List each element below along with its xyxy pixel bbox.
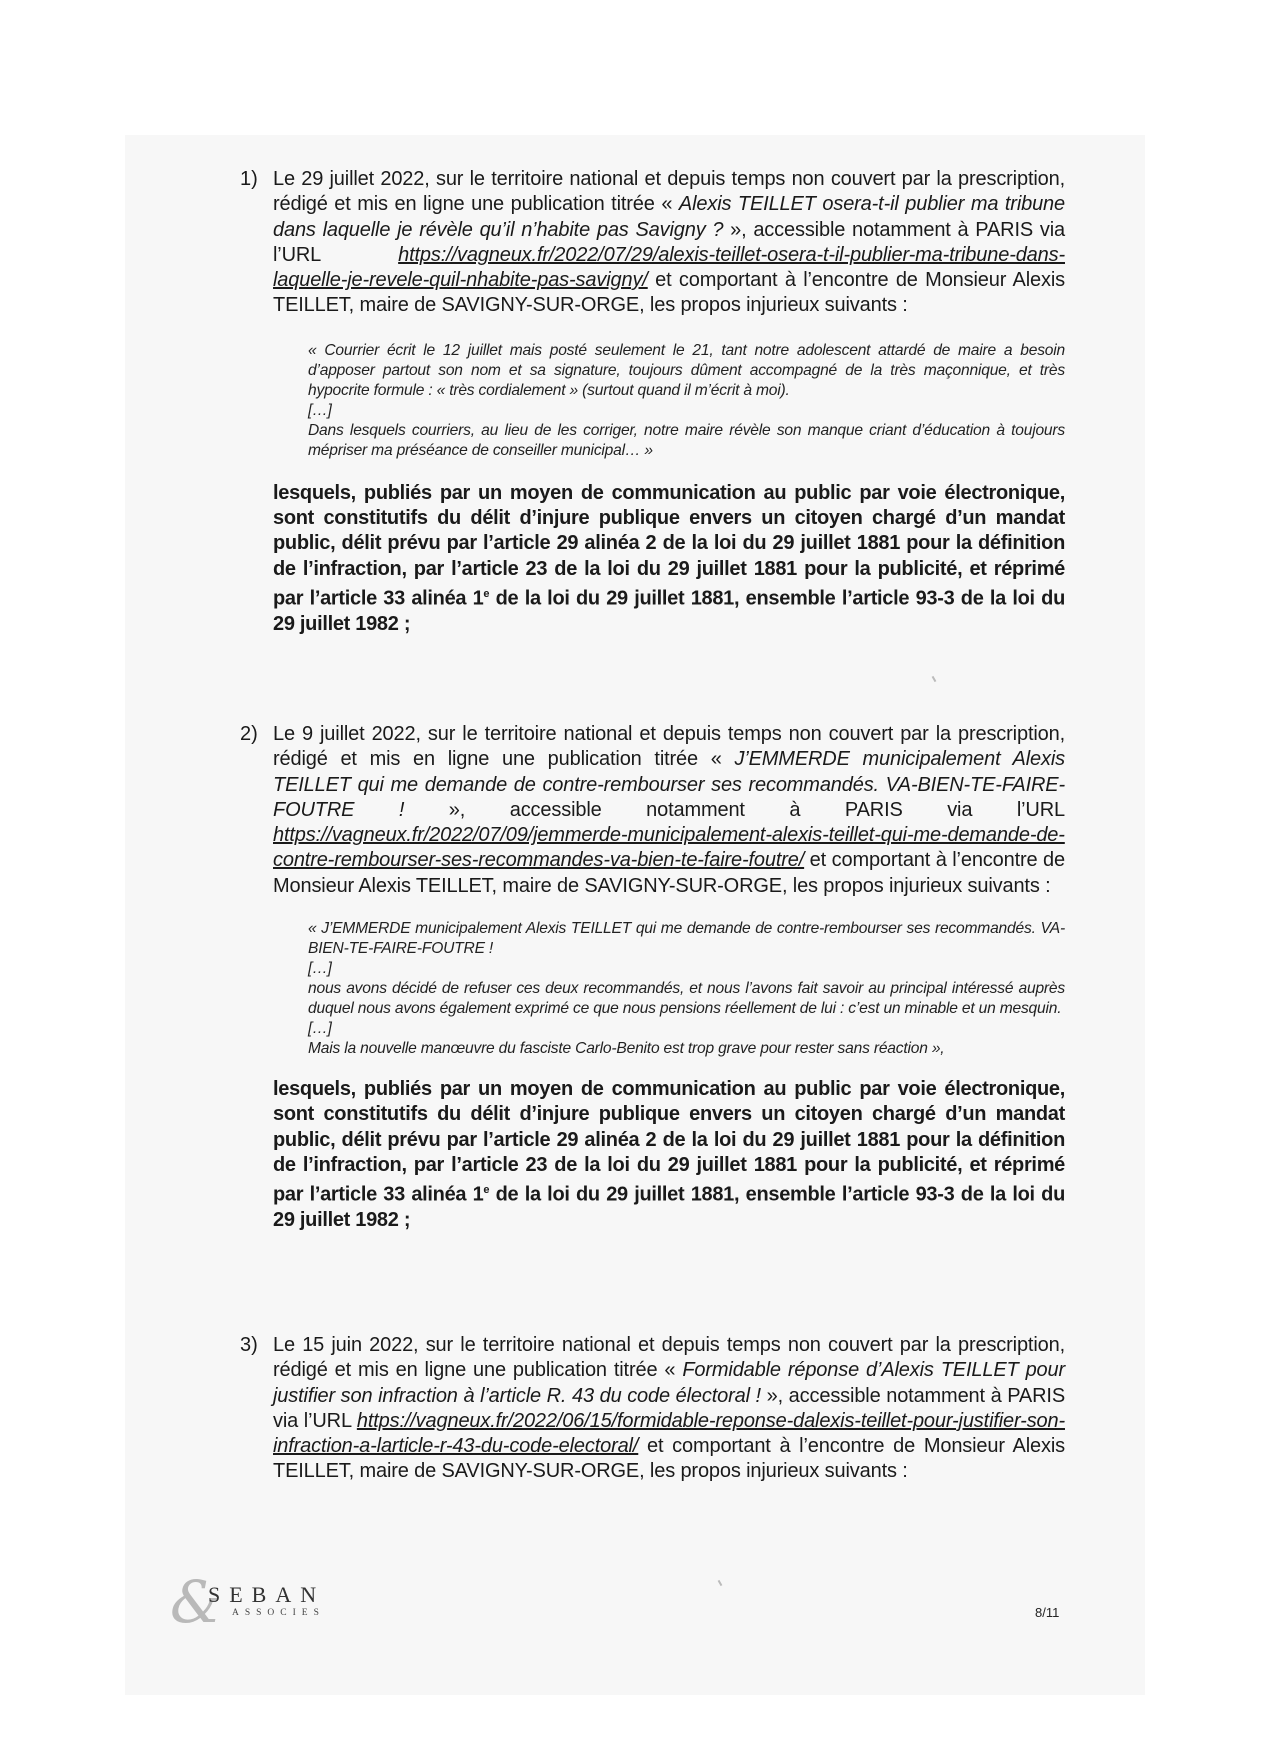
publication-url[interactable]: https://vagneux.fr/2022/07/29/alexis-teillet-osera-t-il-publier-ma-tribune-dans-laquelle-je-revele-quil-nhabite-pas-savigny/: [273, 243, 1065, 292]
item-number: 2): [240, 723, 258, 745]
logo-subtitle: ASSOCIES: [232, 1608, 325, 1618]
logo-name: SEBAN: [208, 1582, 326, 1607]
legal-qualification: [273, 481, 1065, 637]
ordinal-sup: e: [483, 1184, 490, 1197]
publication-url[interactable]: https://vagneux.fr/2022/07/09/jemmerde-municipalement-alexis-teillet-qui-me-demande-de-contre-rembourser-ses-recommandes-va-bien-te-faire-foutre/: [273, 824, 1065, 872]
charge-item-1: [240, 167, 1065, 637]
target-text: et comportant à l’encontre de Monsieur Alexis TEILLET, maire de SAVIGNY-SUR-ORGE, les propos injurieux suivants :: [273, 269, 1065, 317]
legal-text-end: de la loi du 29 juillet 1881, ensemble l’article 93-3 de la loi du 29 juillet 1982 ;: [273, 587, 1065, 635]
quoted-remarks: [308, 341, 1065, 461]
publication-title: Alexis TEILLET osera-t-il publier ma tribune dans laquelle je révèle qu’il n’habite pas Savigny ?: [273, 193, 1066, 241]
quote-ellipsis: […]: [308, 1020, 332, 1038]
accessibility-text: », accessible notamment à PARIS via l’URL: [273, 218, 1065, 266]
charge-description: [273, 167, 1065, 319]
charge-description: [273, 722, 1065, 899]
legal-text: lesquels, publiés par un moyen de communication au public par voie électronique, sont constitutifs du délit d’injure publique envers un citoyen chargé d’un mandat public, délit prévu par l’article 29 alinéa 2 de la loi du 29 juillet 1881 pour la définition de l’infraction, par l’article 23 de la loi du 29 juillet 1881 pour la publicité, et réprimé par l’article 33 alinéa 1: [273, 481, 1065, 610]
quote-paragraph: Dans lesquels courriers, au lieu de les corriger, notre maire révèle son manque criant d’éducation à toujours mépriser ma préséance de conseiller municipal… »: [308, 421, 1065, 459]
publication-url[interactable]: https://vagneux.fr/2022/06/15/formidable-reponse-dalexis-teillet-pour-justifier-son-infraction-a-larticle-r-43-du-code-electoral/: [273, 1409, 1065, 1458]
intro-text: Le 15 juin 2022, sur le territoire national et depuis temps non couvert par la prescription, rédigé et mis en ligne une publication titrée «: [273, 1334, 1065, 1382]
charge-item-3: [240, 1333, 1065, 1485]
target-text: et comportant à l’encontre de Monsieur Alexis TEILLET, maire de SAVIGNY-SUR-ORGE, les propos injurieux suivants :: [273, 1435, 1065, 1483]
scan-speck: [718, 1580, 723, 1586]
charge-description: [273, 1333, 1065, 1485]
publication-title: J’EMMERDE municipalement Alexis TEILLET qui me demande de contre-rembourser ses recommandés. VA-BIEN-TE-FAIRE-FOUTRE !: [273, 748, 1065, 821]
quote-paragraph: nous avons décidé de refuser ces deux recommandés, et nous l’avons fait savoir au principal intéressé auprès duquel nous avons également exprimé ce que nous pensions réellement de lui : c’est un minable et un mesquin.: [308, 980, 1065, 1018]
item-number: 3): [240, 1334, 258, 1356]
legal-qualification: [273, 1077, 1065, 1233]
intro-text: Le 9 juillet 2022, sur le territoire national et depuis temps non couvert par la prescription, rédigé et mis en ligne une publication titrée «: [273, 723, 1065, 771]
quote-paragraph: « Courrier écrit le 12 juillet mais posté seulement le 21, tant notre adolescent attardé de maire a besoin d’apposer partout son nom et sa signature, toujours dûment accompagné de la très maçonnique, et très hypocrite formule : « très cordialement » (surtout quand il m’écrit à moi).: [308, 341, 1065, 399]
ordinal-sup: e: [483, 587, 490, 600]
scan-speck: [932, 676, 937, 682]
accessibility-text: », accessible notamment à PARIS via l’URL: [273, 1384, 1066, 1432]
legal-text-end: de la loi du 29 juillet 1881, ensemble l’article 93-3 de la loi du 29 juillet 1982 ;: [273, 1183, 1065, 1232]
quote-paragraph: « J’EMMERDE municipalement Alexis TEILLET qui me demande de contre-rembourser ses recommandés. VA-BIEN-TE-FAIRE-FOUTRE !: [308, 920, 1065, 958]
quote-paragraph: Mais la nouvelle manœuvre du fasciste Carlo-Benito est trop grave pour rester sans réaction »,: [308, 1040, 945, 1058]
target-text: et comportant à l’encontre de Monsieur Alexis TEILLET, maire de SAVIGNY-SUR-ORGE, les propos injurieux suivants :: [273, 849, 1065, 897]
item-number: 1): [240, 168, 258, 190]
firm-logo: [170, 1568, 350, 1636]
publication-title: Formidable réponse d’Alexis TEILLET pour justifier son infraction à l’article R. 43 du code électoral !: [273, 1359, 1065, 1407]
intro-text: Le 29 juillet 2022, sur le territoire national et depuis temps non couvert par la prescription, rédigé et mis en ligne une publication titrée «: [273, 168, 1065, 216]
page-number: 8/11: [1035, 1605, 1060, 1620]
charge-item-2: [240, 722, 1065, 1234]
quote-ellipsis: […]: [308, 401, 332, 419]
quoted-remarks: [308, 919, 1065, 1059]
quote-ellipsis: […]: [308, 960, 332, 978]
legal-text: lesquels, publiés par un moyen de communication au public par voie électronique, sont constitutifs du délit d’injure publique envers un citoyen chargé d’un mandat public, délit prévu par l’article 29 alinéa 2 de la loi du 29 juillet 1881 pour la définition de l’infraction, par l’article 23 de la loi du 29 juillet 1881 pour la publicité, et réprimé par l’article 33 alinéa 1: [273, 1078, 1065, 1206]
logo-ampersand: &: [170, 1568, 222, 1636]
accessibility-text: », accessible notamment à PARIS via l’URL: [404, 798, 1065, 821]
